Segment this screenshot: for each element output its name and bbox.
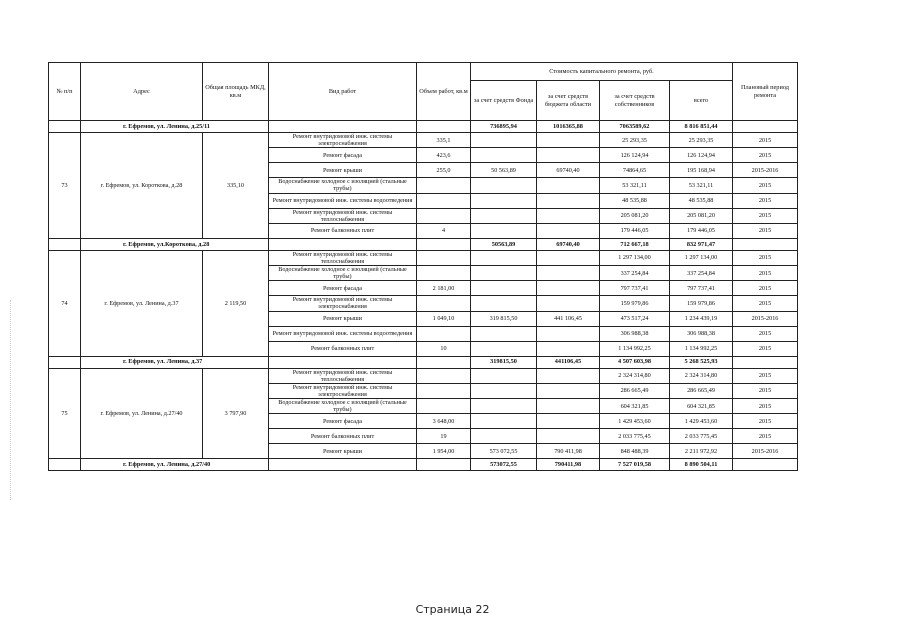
- table-row: [49, 250, 798, 265]
- cell-fund: [471, 414, 537, 429]
- cell-fund: [471, 399, 537, 414]
- cell-volume: 2 181,00: [417, 281, 471, 296]
- cell-period: 2015: [733, 178, 798, 193]
- subtotal-work: [269, 356, 417, 368]
- cell-volume: [417, 368, 471, 383]
- header-num: № п/п: [49, 63, 81, 121]
- header-work: Вид работ: [269, 63, 417, 121]
- cell-period: 2015: [733, 383, 798, 398]
- cell-total: 1 134 992,25: [670, 341, 733, 356]
- cell-area: 2 119,50: [203, 250, 269, 356]
- cell-own: 53 321,11: [600, 178, 670, 193]
- subtotal-fund: 50563,89: [471, 238, 537, 250]
- cell-work: Ремонт внутридомовой инж. системы теплоснабжения: [269, 208, 417, 223]
- cell-own: 159 979,86: [600, 296, 670, 311]
- cell-num: 75: [49, 368, 81, 459]
- cell-work: Ремонт внутридомовой инж. системы электроснабжения: [269, 133, 417, 148]
- subtotal-volume: [417, 238, 471, 250]
- cell-fund: [471, 383, 537, 398]
- repair-table-sheet: [48, 62, 797, 471]
- margin-dots: [10, 300, 13, 500]
- top-total-work: [269, 121, 417, 133]
- subtotal-row: [49, 356, 798, 368]
- cell-work: Ремонт фасада: [269, 414, 417, 429]
- cell-own: 306 988,38: [600, 326, 670, 341]
- cell-period: 2015: [733, 148, 798, 163]
- cell-total: 337 254,84: [670, 266, 733, 281]
- header-total: всего: [670, 81, 733, 121]
- cell-volume: [417, 266, 471, 281]
- subtotal-total: 5 268 525,93: [670, 356, 733, 368]
- cell-work: Ремонт фасада: [269, 148, 417, 163]
- subtotal-total: 8 890 504,11: [670, 459, 733, 471]
- subtotal-num: [49, 238, 81, 250]
- cell-work: Ремонт внутридомовой инж. системы водоотведения: [269, 193, 417, 208]
- cell-region: [537, 326, 600, 341]
- cell-region: [537, 383, 600, 398]
- cell-total: 179 446,05: [670, 223, 733, 238]
- header-region: за счет средств бюджета области: [537, 81, 600, 121]
- cell-volume: [417, 193, 471, 208]
- cell-volume: [417, 383, 471, 398]
- cell-volume: 423,6: [417, 148, 471, 163]
- subtotal-row: [49, 459, 798, 471]
- subtotal-total: 832 971,47: [670, 238, 733, 250]
- cell-region: 790 411,98: [537, 444, 600, 459]
- cell-period: 2015: [733, 133, 798, 148]
- cell-work: Ремонт внутридомовой инж. системы электроснабжения: [269, 296, 417, 311]
- cell-own: 473 517,24: [600, 311, 670, 326]
- cell-period: 2015: [733, 399, 798, 414]
- cell-work: Ремонт внутридомовой инж. системы теплоснабжения: [269, 368, 417, 383]
- cell-total: 286 665,49: [670, 383, 733, 398]
- cell-period: 2015: [733, 341, 798, 356]
- cell-fund: [471, 178, 537, 193]
- cell-period: 2015: [733, 429, 798, 444]
- cell-fund: [471, 148, 537, 163]
- cell-work: Водоснабжение холодное с изоляцией (стальные трубы): [269, 399, 417, 414]
- cell-own: 48 535,88: [600, 193, 670, 208]
- subtotal-period: [733, 356, 798, 368]
- cell-own: 1 429 453,60: [600, 414, 670, 429]
- header-own: за счет средств собственников: [600, 81, 670, 121]
- cell-fund: [471, 266, 537, 281]
- cell-own: 25 293,35: [600, 133, 670, 148]
- cell-own: 337 254,84: [600, 266, 670, 281]
- cell-work: Ремонт балконных плит: [269, 223, 417, 238]
- cell-volume: 1 049,10: [417, 311, 471, 326]
- cell-period: 2015: [733, 266, 798, 281]
- cell-fund: 573 072,55: [471, 444, 537, 459]
- cell-area: 3 797,90: [203, 368, 269, 459]
- cell-region: [537, 341, 600, 356]
- subtotal-region: 790411,98: [537, 459, 600, 471]
- cell-total: 604 321,85: [670, 399, 733, 414]
- subtotal-volume: [417, 459, 471, 471]
- cell-region: [537, 223, 600, 238]
- subtotal-period: [733, 459, 798, 471]
- cell-own: 74864,65: [600, 163, 670, 178]
- cell-total: 1 234 439,19: [670, 311, 733, 326]
- cell-fund: 319 815,50: [471, 311, 537, 326]
- capital-repair-table: [48, 62, 798, 471]
- cell-volume: 255,0: [417, 163, 471, 178]
- cell-own: 179 446,05: [600, 223, 670, 238]
- cell-work: Ремонт внутридомовой инж. системы электроснабжения: [269, 383, 417, 398]
- cell-work: Водоснабжение холодное с изоляцией (стальные трубы): [269, 266, 417, 281]
- cell-total: 48 535,88: [670, 193, 733, 208]
- cell-period: 2015: [733, 296, 798, 311]
- cell-fund: [471, 326, 537, 341]
- cell-own: 604 321,85: [600, 399, 670, 414]
- page-number: Страница 22: [415, 603, 490, 616]
- cell-region: [537, 266, 600, 281]
- cell-volume: [417, 326, 471, 341]
- cell-volume: [417, 208, 471, 223]
- cell-total: 195 168,94: [670, 163, 733, 178]
- cell-work: Ремонт балконных плит: [269, 429, 417, 444]
- header-fund: за счет средств Фонда: [471, 81, 537, 121]
- cell-work: Ремонт внутридомовой инж. системы теплоснабжения: [269, 250, 417, 265]
- cell-fund: [471, 281, 537, 296]
- top-total-volume: [417, 121, 471, 133]
- cell-work: Ремонт крыши: [269, 311, 417, 326]
- cell-address: г. Ефремов, ул. Короткова, д.28: [81, 133, 203, 239]
- cell-total: 53 321,11: [670, 178, 733, 193]
- cell-period: 2015: [733, 414, 798, 429]
- cell-region: [537, 368, 600, 383]
- cell-own: 2 033 775,45: [600, 429, 670, 444]
- cell-fund: 50 563,89: [471, 163, 537, 178]
- cell-period: 2015-2016: [733, 444, 798, 459]
- subtotal-own: 712 667,18: [600, 238, 670, 250]
- cell-period: 2015: [733, 326, 798, 341]
- subtotal-own: 4 507 603,98: [600, 356, 670, 368]
- cell-own: 797 737,41: [600, 281, 670, 296]
- cell-region: [537, 429, 600, 444]
- cell-own: 848 488,39: [600, 444, 670, 459]
- top-total-fund: 736895,94: [471, 121, 537, 133]
- cell-total: 205 081,20: [670, 208, 733, 223]
- cell-total: 2 033 775,45: [670, 429, 733, 444]
- cell-address: г. Ефремов, ул. Ленина, д.37: [81, 250, 203, 356]
- cell-own: 1 297 134,00: [600, 250, 670, 265]
- cell-period: 2015: [733, 223, 798, 238]
- cell-total: 306 988,38: [670, 326, 733, 341]
- cell-region: [537, 148, 600, 163]
- cell-work: Ремонт фасада: [269, 281, 417, 296]
- cell-total: 1 429 453,60: [670, 414, 733, 429]
- cell-fund: [471, 133, 537, 148]
- cell-num: 74: [49, 250, 81, 356]
- subtotal-volume: [417, 356, 471, 368]
- cell-region: [537, 250, 600, 265]
- cell-total: 25 293,35: [670, 133, 733, 148]
- table-row: [49, 368, 798, 383]
- subtotal-work: [269, 238, 417, 250]
- top-total-num: [49, 121, 81, 133]
- subtotal-own: 7 527 019,58: [600, 459, 670, 471]
- cell-work: Ремонт внутридомовой инж. системы водоотведения: [269, 326, 417, 341]
- cell-volume: [417, 178, 471, 193]
- subtotal-num: [49, 459, 81, 471]
- cell-volume: 3 648,00: [417, 414, 471, 429]
- cell-volume: 19: [417, 429, 471, 444]
- cell-own: 2 324 314,80: [600, 368, 670, 383]
- subtotal-row: [49, 238, 798, 250]
- subtotal-work: [269, 459, 417, 471]
- cell-period: 2015: [733, 250, 798, 265]
- cell-region: [537, 399, 600, 414]
- header-address: Адрес: [81, 63, 203, 121]
- cell-period: 2015: [733, 193, 798, 208]
- top-total-address: г. Ефремов, ул. Ленина, д.25/11: [81, 121, 269, 133]
- cell-work: Водоснабжение холодное с изоляцией (стальные трубы): [269, 178, 417, 193]
- cell-volume: 335,1: [417, 133, 471, 148]
- subtotal-period: [733, 238, 798, 250]
- cell-num: 73: [49, 133, 81, 239]
- cell-region: [537, 208, 600, 223]
- subtotal-fund: 573072,55: [471, 459, 537, 471]
- cell-total: 159 979,86: [670, 296, 733, 311]
- cell-fund: [471, 296, 537, 311]
- cell-volume: [417, 250, 471, 265]
- top-total-region: 1016365,88: [537, 121, 600, 133]
- cell-fund: [471, 368, 537, 383]
- cell-volume: 1 954,00: [417, 444, 471, 459]
- cell-region: [537, 178, 600, 193]
- cell-region: [537, 281, 600, 296]
- cell-own: 286 665,49: [600, 383, 670, 398]
- cell-fund: [471, 429, 537, 444]
- cell-own: 1 134 992,25: [600, 341, 670, 356]
- cell-total: 2 324 314,80: [670, 368, 733, 383]
- cell-total: 797 737,41: [670, 281, 733, 296]
- cell-area: 335,10: [203, 133, 269, 239]
- subtotal-fund: 319815,50: [471, 356, 537, 368]
- cell-region: [537, 193, 600, 208]
- cell-fund: [471, 250, 537, 265]
- cell-address: г. Ефремов, ул. Ленина, д.27/40: [81, 368, 203, 459]
- header-cost-group: Стоимость капитального ремонта, руб.: [471, 63, 733, 81]
- cell-period: 2015-2016: [733, 163, 798, 178]
- cell-work: Ремонт крыши: [269, 163, 417, 178]
- cell-fund: [471, 193, 537, 208]
- top-total-total: 8 816 851,44: [670, 121, 733, 133]
- header-period: Плановый период ремонта: [733, 63, 798, 121]
- subtotal-address: г. Ефремов, ул. Ленина, д.37: [81, 356, 269, 368]
- cell-period: 2015: [733, 281, 798, 296]
- cell-fund: [471, 208, 537, 223]
- cell-region: [537, 414, 600, 429]
- header-volume: Объем работ, кв.м: [417, 63, 471, 121]
- subtotal-region: 69740,40: [537, 238, 600, 250]
- cell-volume: 10: [417, 341, 471, 356]
- cell-period: 2015: [733, 208, 798, 223]
- header-area: Общая площадь МКД, кв.м: [203, 63, 269, 121]
- subtotal-region: 441106,45: [537, 356, 600, 368]
- cell-own: 126 124,94: [600, 148, 670, 163]
- subtotal-address: г. Ефремов, ул. Ленина, д.27/40: [81, 459, 269, 471]
- cell-volume: 4: [417, 223, 471, 238]
- cell-work: Ремонт балконных плит: [269, 341, 417, 356]
- cell-region: [537, 296, 600, 311]
- cell-fund: [471, 223, 537, 238]
- cell-volume: [417, 399, 471, 414]
- cell-period: 2015-2016: [733, 311, 798, 326]
- cell-total: 126 124,94: [670, 148, 733, 163]
- subtotal-num: [49, 356, 81, 368]
- top-total-period: [733, 121, 798, 133]
- cell-work: Ремонт крыши: [269, 444, 417, 459]
- top-total-own: 7063589,62: [600, 121, 670, 133]
- cell-total: 2 211 972,92: [670, 444, 733, 459]
- cell-period: 2015: [733, 368, 798, 383]
- cell-fund: [471, 341, 537, 356]
- cell-volume: [417, 296, 471, 311]
- table-row: [49, 133, 798, 148]
- cell-total: 1 297 134,00: [670, 250, 733, 265]
- subtotal-address: г. Ефремов, ул.Короткова, д.28: [81, 238, 269, 250]
- cell-own: 205 081,20: [600, 208, 670, 223]
- cell-region: 441 106,45: [537, 311, 600, 326]
- cell-region: 69740,40: [537, 163, 600, 178]
- cell-region: [537, 133, 600, 148]
